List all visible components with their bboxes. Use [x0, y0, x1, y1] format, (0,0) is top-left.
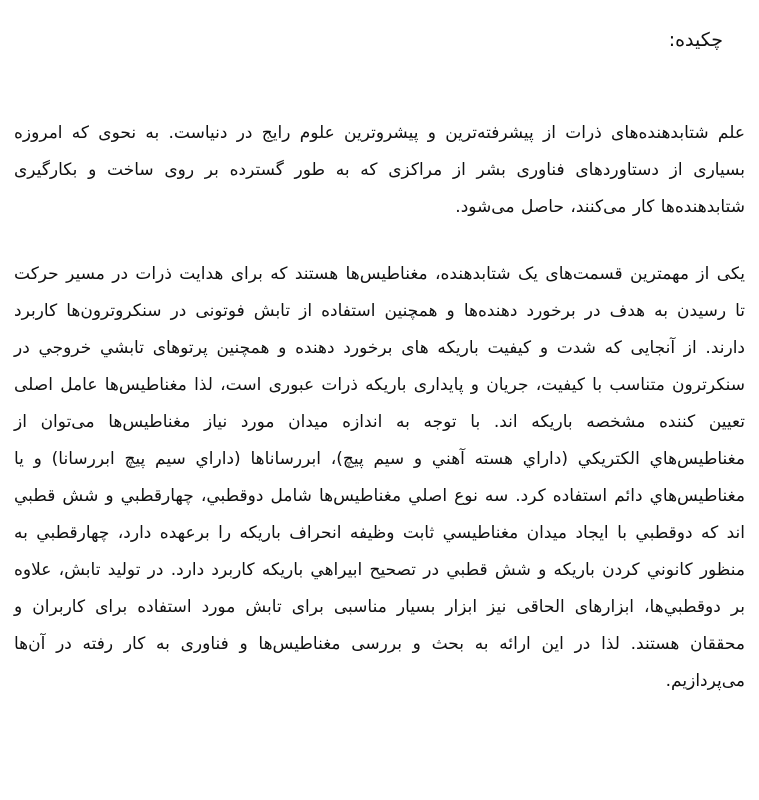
abstract-heading: چکیده:	[668, 29, 723, 51]
paragraph-intro: علم شتابدهنده‌های ذرات از پیشرفته‌ترین و پیشروترین علوم رایج در دنیاست. به نحوی که امروزه بسیاری از دستاوردهای فناوری بشر از مراکزی که به طور گسترده بر روی ساخت و بکارگیری شتابدهنده‌ها کار می‌کنند، حاصل می‌شود.	[14, 123, 745, 217]
paragraph-magnets: یکی از مهمترین قسمت‌های یک شتابدهنده، مغناطیس‌ها هستند که برای هدایت ذرات در مسیر حرکت تا رسیدن به هدف در برخورد دهنده‌ها و همچنین استفاده از تابش فوتونی در سنکروترون‌ها کاربرد دارند. از آنجایی که شدت و کیفیت باریکه های برخورد دهنده و همچنین پرتوهای تابشي خروجي در سنکرترون متناسب با کیفیت، جریان و پایداری باریکه ذرات عبوری است، لذا مغناطیس‌ها عامل اصلی تعیین کننده مشخصه باریکه اند. با توجه به اندازه میدان مورد نیاز مغناطیس‌ها می‌توان از مغناطیس‌هاي الکتریکي (داراي هسته آهني و سیم پیچ)، ابررساناها (داراي سیم پیچ ابررسانا) و یا مغناطیس‌هاي دائم استفاده کرد. سه نوع اصلي مغناطیس‌ها شامل دوقطبي، چهارقطبي و شش قطبي اند که دوقطبي با ایجاد میدان مغناطیسي ثابت وظیفه انحراف باریکه را برعهده دارد، چهارقطبي به منظور کانوني کردن باریکه و شش قطبي در تصحیح ابیراهي باریکه کاربرد دارد. در تولید تابش، علاوه بر دوقطبي‌ها، ابزارهای الحاقی نیز ابزار بسیار مناسبی برای تابش مورد استفاده برای کاربران و محققان هستند. لذا در این ارائه به بحث و بررسی مغناطیس‌ها و فناوری به کار رفته در آن‌ها می‌پردازیم.	[14, 264, 745, 691]
